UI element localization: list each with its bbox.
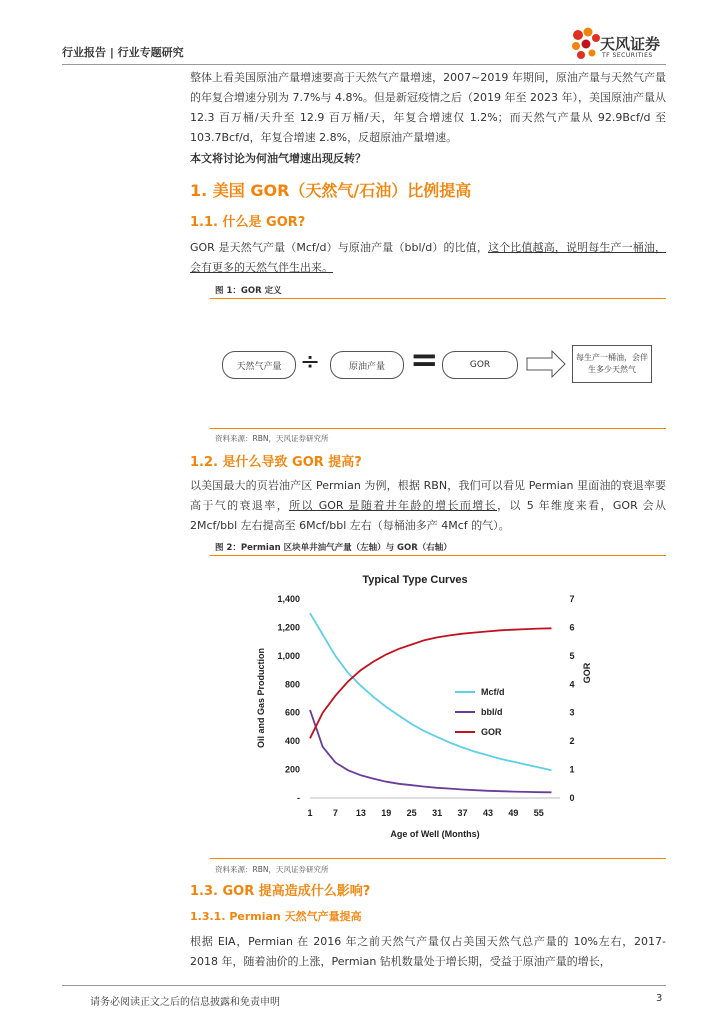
logo-text: 天风证券 bbox=[600, 35, 661, 53]
x-tick-label: 37 bbox=[457, 808, 468, 818]
y-axis-ticks bbox=[277, 594, 300, 803]
pill-oil-production: 原油产量 bbox=[330, 351, 404, 379]
permian-gas-text: 根据 EIA，Permian 在 2016 年之前天然气产量仅占美国天然气总产量的 10%左右，2017-2018 年，随着油价的上涨，Permian 钻机数量处于增长期，受益于原油产量的增长， bbox=[190, 935, 666, 968]
y2-tick-label: 5 bbox=[569, 650, 575, 661]
report-category: 行业报告 | 行业专题研究 bbox=[62, 46, 184, 59]
series-line-gor bbox=[310, 628, 552, 738]
y2-tick-label: 3 bbox=[569, 707, 575, 718]
x-tick-label: 1 bbox=[307, 808, 313, 818]
y-tick-label: 400 bbox=[284, 736, 300, 747]
logo-subtitle: TF SECURITIES bbox=[602, 52, 653, 59]
arrow-right-icon bbox=[526, 350, 566, 378]
y-tick-label: 200 bbox=[284, 764, 300, 775]
type-curves-chart bbox=[250, 562, 600, 852]
x-tick-label: 55 bbox=[533, 808, 544, 818]
section-1-1-title: 1.1. 什么是 GOR? bbox=[190, 215, 306, 230]
figure-1-source: 资料来源：RBN，天风证券研究所 bbox=[215, 434, 329, 443]
y2-tick-label: 0 bbox=[569, 793, 575, 803]
y-axis-label: Oil and Gas Production bbox=[256, 647, 266, 749]
x-tick-label: 19 bbox=[381, 808, 392, 818]
y-tick-label: 800 bbox=[284, 679, 300, 690]
chart-title: Typical Type Curves bbox=[362, 574, 468, 586]
series-line-mcf bbox=[310, 613, 552, 770]
x-axis-ticks bbox=[307, 808, 543, 818]
legend-label-gor: GOR bbox=[481, 727, 502, 737]
footer-disclaimer: 请务必阅读正文之后的信息披露和免责申明 bbox=[90, 997, 280, 1008]
y2-tick-label: 2 bbox=[569, 736, 575, 747]
x-tick-label: 25 bbox=[406, 808, 417, 818]
y-tick-label: 1,200 bbox=[277, 622, 300, 633]
y-tick-label: 600 bbox=[284, 707, 300, 718]
figure-1-top-rule bbox=[210, 298, 666, 299]
y2-axis-label: GOR bbox=[582, 662, 592, 684]
section-1-3-title: 1.3. GOR 提高造成什么影响? bbox=[190, 884, 371, 899]
x-axis-label: Age of Well (Months) bbox=[390, 829, 480, 839]
figure-2-bottom-rule bbox=[210, 858, 666, 859]
y-tick-label: - bbox=[297, 793, 300, 803]
intro-paragraph: 整体上看美国原油产量增速要高于天然气产量增速，2007~2019 年期间，原油产量与天然气产量的年复合增速分别为 7.7%与 4.8%。但是新冠疫情之后（2019 年至 2023 年），美国原油产量从 12.3 百万桶/天升至 12.9 百万桶/天，年复合增速仅 1.2%；而天然气产量从 92.9Bcf/d 至 103.7Bcf/d，年复合增速 2.8%，反超原油产量增速。 bbox=[190, 71, 666, 144]
permian-decline-text bbox=[190, 476, 666, 536]
x-tick-label: 31 bbox=[432, 808, 443, 818]
y2-tick-label: 6 bbox=[569, 622, 575, 633]
gor-definition-plain: GOR 是天然气产量（Mcf/d）与原油产量（bbl/d）的比值， bbox=[190, 241, 489, 254]
gor-definition-text bbox=[190, 238, 666, 278]
equals-symbol: = bbox=[410, 340, 439, 380]
legend-label-mcf: Mcf/d bbox=[481, 687, 505, 697]
figure-2-source: 资料来源：RBN，天风证券研究所 bbox=[215, 865, 329, 874]
y2-tick-label: 4 bbox=[569, 679, 575, 690]
figure-1-bottom-rule bbox=[210, 428, 666, 429]
figure-1-title: 图 1：GOR 定义 bbox=[215, 286, 282, 296]
x-tick-label: 49 bbox=[508, 808, 519, 818]
permian-decline-underlined: 所以 GOR 是随着井年龄的增长而增长 bbox=[289, 499, 498, 512]
section-1-title: 1. 美国 GOR（天然气/石油）比例提高 bbox=[190, 181, 472, 200]
y-tick-label: 1,400 bbox=[277, 594, 300, 604]
chart-legend bbox=[455, 687, 505, 737]
gor-definition-underlined: 这个比值越高，说明每生产一桶油，会有更多的天然气伴生出来。 bbox=[190, 241, 667, 274]
permian-decline-plain-b: ，以 5 年维度来看，GOR 会从 2Mcf/bbl 左右提高至 6Mcf/bbl 左右（每桶油多产 4Mcf 的气）。 bbox=[190, 499, 666, 532]
permian-decline-plain-a: 以美国最大的页岩油产区 Permian 为例，根据 RBN，我们可以看见 Permian 里面油的衰退率要高于气的衰退率， bbox=[190, 479, 666, 512]
y2-tick-label: 1 bbox=[569, 764, 575, 775]
intro-question: 本文将讨论为何油气增速出现反转？ bbox=[190, 152, 366, 165]
legend-label-bbl: bbl/d bbox=[481, 707, 503, 717]
header-divider bbox=[62, 64, 666, 65]
footer-divider bbox=[62, 985, 666, 986]
section-1-3-1-title: 1.3.1. Permian 天然气产量提高 bbox=[190, 910, 362, 923]
figure-2-top-rule bbox=[210, 555, 666, 556]
divide-symbol: ÷ bbox=[300, 347, 321, 375]
y2-axis-ticks bbox=[569, 594, 574, 803]
pill-gas-production: 天然气产量 bbox=[222, 351, 296, 379]
y2-tick-label: 7 bbox=[569, 594, 575, 604]
y-tick-label: 1,000 bbox=[277, 650, 300, 661]
section-1-2-title: 1.2. 是什么导致 GOR 提高? bbox=[190, 455, 362, 470]
pill-gor: GOR bbox=[442, 351, 518, 379]
x-tick-label: 43 bbox=[482, 808, 493, 818]
x-tick-label: 7 bbox=[332, 808, 338, 818]
page-number: 3 bbox=[656, 993, 663, 1004]
series-line-bbl bbox=[310, 710, 552, 792]
x-tick-label: 13 bbox=[355, 808, 366, 818]
gor-meaning-note: 每生产一桶油，会伴生多少天然气 bbox=[572, 345, 652, 383]
figure-2-title: 图 2：Permian 区块单井油气产量（左轴）与 GOR（右轴） bbox=[215, 543, 452, 553]
